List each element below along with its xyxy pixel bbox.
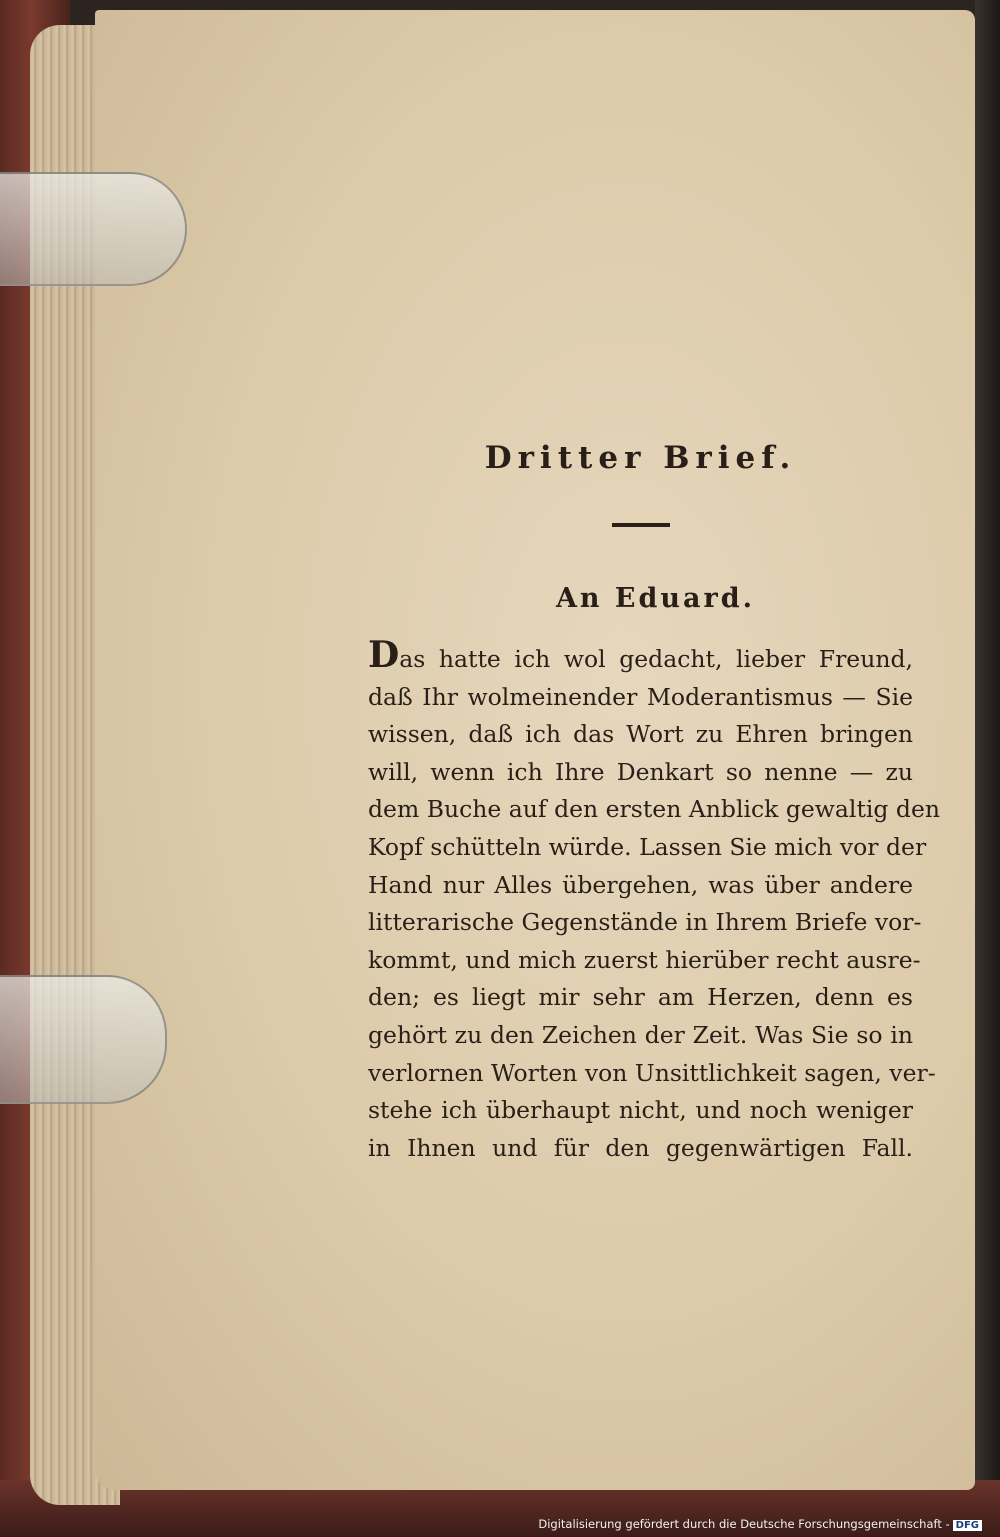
body-line: in Ihnen und für den gegenwärtigen Fall. — [368, 1133, 913, 1162]
body-line: Hand nur Alles übergehen, was über andere — [368, 870, 913, 899]
body-line: den; es liegt mir sehr am Herzen, denn es — [368, 983, 913, 1012]
heading-rule — [612, 523, 670, 527]
body-line: kommt, und mich zuerst hierüber recht ausre- — [368, 945, 921, 974]
letter-heading: Dritter Brief. — [484, 440, 797, 476]
page-clip-top — [0, 172, 187, 286]
body-line: dem Buche auf den ersten Anblick gewaltig den — [368, 795, 941, 824]
body-line: verlornen Worten von Unsittlichkeit sagen, ver- — [368, 1058, 936, 1087]
body-line: Kopf schütteln würde. Lassen Sie mich vor der — [368, 832, 927, 861]
body-line: gehört zu den Zeichen der Zeit. Was Sie so in — [368, 1020, 913, 1049]
body-line: daß Ihr wolmeinender Moderantismus — Sie — [368, 682, 913, 711]
credit-text: Digitalisierung gefördert durch die Deutsche Forschungsgemeinschaft - — [538, 1517, 950, 1531]
body-line-text: as hatte ich wol gedacht, lieber Freund, — [399, 645, 913, 673]
bleed-through-text — [370, 170, 930, 620]
drop-cap: D — [368, 634, 400, 676]
body-line: wissen, daß ich das Wort zu Ehren bringen — [368, 720, 913, 749]
book-cover-right — [975, 0, 1000, 1537]
page-clip-bottom — [0, 975, 167, 1104]
dfg-logo: DFG — [953, 1520, 982, 1531]
digitization-credit — [538, 1517, 982, 1531]
letter-salutation: An Eduard. — [555, 583, 756, 614]
body-line — [368, 634, 913, 679]
body-line: stehe ich überhaupt nicht, und noch weniger — [368, 1096, 913, 1125]
body-line: will, wenn ich Ihre Denkart so nenne — zu — [368, 757, 913, 786]
body-line: litterarische Gegenstände in Ihrem Briefe vor- — [368, 908, 922, 937]
letter-body — [368, 634, 941, 1167]
